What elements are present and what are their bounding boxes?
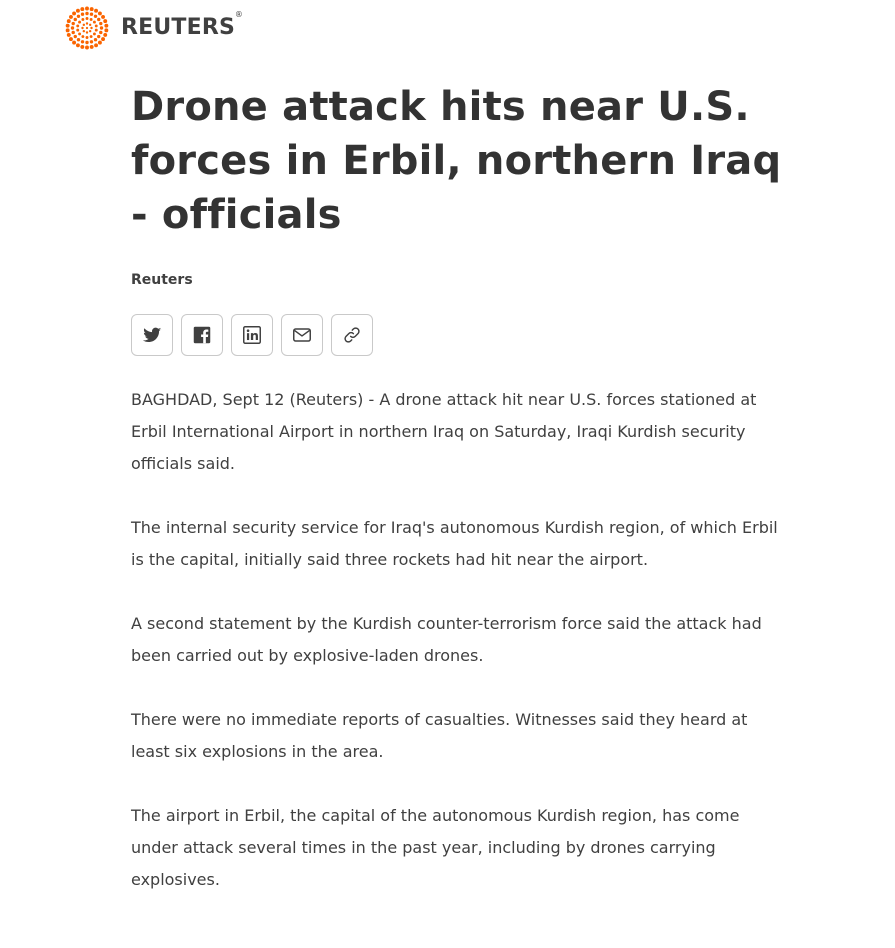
article-body xyxy=(131,384,791,896)
copy-link-button[interactable] xyxy=(331,314,373,356)
facebook-icon xyxy=(191,324,213,346)
share-twitter-button[interactable] xyxy=(131,314,173,356)
byline[interactable]: Reuters xyxy=(131,272,193,288)
twitter-icon xyxy=(141,324,163,346)
linkedin-icon xyxy=(241,324,263,346)
reuters-logo-mark-icon xyxy=(63,6,111,50)
share-email-button[interactable] xyxy=(281,314,323,356)
link-icon xyxy=(341,324,363,346)
article-paragraph: There were no immediate reports of casualties. Witnesses said they heard at least six explosions in the area. xyxy=(131,710,748,761)
article-paragraph: The internal security service for Iraq's autonomous Kurdish region, of which Erbil is the capital, initially said three rockets had hit near the airport. xyxy=(131,518,778,569)
article-paragraph: The airport in Erbil, the capital of the autonomous Kurdish region, has come under attack several times in the past year, including by drones carrying explosives. xyxy=(131,806,740,889)
email-icon xyxy=(291,324,313,346)
share-facebook-button[interactable] xyxy=(181,314,223,356)
article-headline: Drone attack hits near U.S. forces in Erbil, northern Iraq - officials xyxy=(131,84,782,238)
article xyxy=(131,80,791,928)
brand-name: REUTERS xyxy=(121,15,236,40)
reuters-logo[interactable] xyxy=(63,6,244,50)
share-bar xyxy=(131,314,791,356)
share-linkedin-button[interactable] xyxy=(231,314,273,356)
article-paragraph: A second statement by the Kurdish counter-terrorism force said the attack had been carried out by explosive-laden drones. xyxy=(131,614,762,665)
registered-mark: ® xyxy=(234,10,244,19)
article-paragraph: BAGHDAD, Sept 12 (Reuters) - A drone attack hit near U.S. forces stationed at Erbil International Airport in northern Iraq on Saturday, Iraqi Kurdish security officials said. xyxy=(131,390,757,473)
